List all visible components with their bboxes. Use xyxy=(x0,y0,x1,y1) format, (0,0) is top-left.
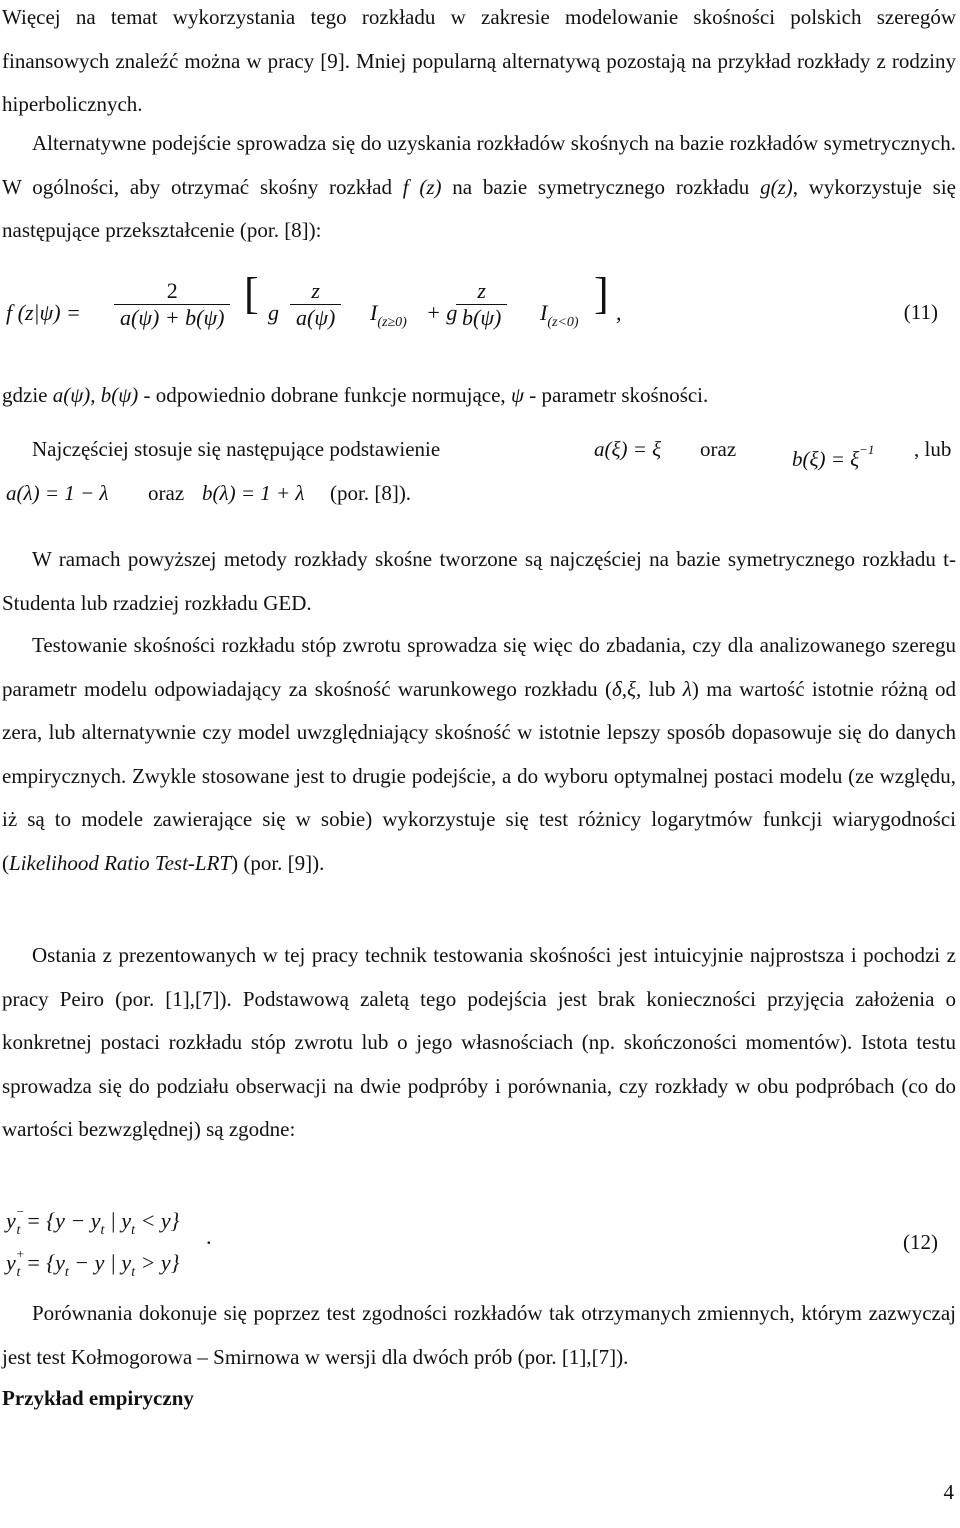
eq11-plus-g: + g xyxy=(426,300,458,325)
eq11-I2 xyxy=(540,300,579,331)
eq11-b2: b(ψ) xyxy=(456,304,507,331)
eq11-lhs: f (z|ψ) = xyxy=(6,300,81,325)
paragraph-5: W ramach powyższej metody rozkłady skośne tworzone są najczęściej na bazie symetrycznego rozkładu t-Studenta lub rzadziej rozkładu GED. xyxy=(2,547,956,615)
paragraph-6-text-b: lub xyxy=(648,676,676,701)
eq11-left-bracket: [ xyxy=(244,269,259,318)
paragraph-3-text-c: - parametr skośności. xyxy=(529,383,709,407)
eq11-z2: z xyxy=(477,278,486,303)
eq11-a1: a(ψ) xyxy=(290,304,341,331)
math-a-xi: a(ξ) = ξ xyxy=(594,437,662,461)
eq11-I1 xyxy=(370,300,407,331)
eq11-fraction-z-b xyxy=(456,278,507,331)
paragraph-2-text-a: Alternatywne podejście sprowadza się do uzyskania rozkładów skośnych na bazie rozkładów symetrycznych. W ogólności, aby otrzymać skośny rozkład xyxy=(2,131,956,199)
eq12-line1-rhs-c: < y} xyxy=(140,1208,180,1233)
eq12-line1-rhs-a: = {y − y xyxy=(25,1208,101,1233)
eq11-I1-symbol: I xyxy=(370,300,378,325)
eq12-line1-sub-a: t xyxy=(100,1223,105,1238)
equation-11-number: (11) xyxy=(903,300,938,324)
paragraph-4-text-e: (por. [8]). xyxy=(330,481,412,505)
paragraph-4-text-a: Najczęściej stosuje się następujące podstawienie xyxy=(32,437,441,461)
eq11-I2-symbol: I xyxy=(540,300,548,325)
math-lambda: λ xyxy=(682,676,692,701)
eq12-t-sub-1: t xyxy=(16,1223,21,1238)
eq12-line-1 xyxy=(6,1204,179,1239)
eq11-denominator: a(ψ) + b(ψ) xyxy=(114,304,230,331)
eq12-line-2 xyxy=(6,1246,180,1281)
eq11-comma: , xyxy=(616,300,622,325)
eq12-y-minus: y xyxy=(6,1208,16,1233)
section-heading: Przykład empiryczny xyxy=(2,1386,194,1410)
math-fz: f (z) xyxy=(402,174,442,199)
equation-12-number: (12) xyxy=(903,1230,938,1254)
eq12-line2-rhs-a: = {y xyxy=(25,1250,65,1275)
eq11-fraction-z-a xyxy=(290,278,341,331)
paragraph-6-text-d: ) (por. [9]). xyxy=(231,850,325,875)
math-psi: ψ xyxy=(510,383,524,407)
paragraph-4-line-1 xyxy=(2,428,956,472)
math-b-xi-sup: −1 xyxy=(859,442,875,457)
paragraph-3 xyxy=(2,374,956,418)
paragraph-6 xyxy=(2,624,956,885)
math-delta-xi: δ,ξ, xyxy=(612,676,642,701)
lrt-italic: Likelihood Ratio Test-LRT xyxy=(9,850,232,875)
paragraph-4-line-2 xyxy=(2,472,956,516)
eq11-I2-subscript: (z<0) xyxy=(547,315,579,330)
eq12-line1-sub-b: t xyxy=(131,1223,136,1238)
eq11-fraction xyxy=(114,278,230,331)
paragraph-2-text-b: na bazie symetrycznego rozkładu xyxy=(452,174,750,199)
eq11-I1-subscript: (z≥0) xyxy=(377,315,407,330)
eq11-g1: g xyxy=(268,300,279,325)
paragraph-3-text-b: - odpowiednio dobrane funkcje normujące, xyxy=(143,383,506,407)
eq11-numerator: 2 xyxy=(166,278,178,303)
math-b-lambda: b(λ) = 1 + λ xyxy=(202,481,305,505)
eq11-right-bracket: ] xyxy=(594,269,609,318)
eq12-dot: . xyxy=(206,1224,212,1249)
eq12-t-sub-2: t xyxy=(16,1265,21,1280)
eq12-line2-rhs-b: − y | y xyxy=(74,1250,132,1275)
paragraph-2-text-c: , wykorzystuje się następujące przekształcenie (por. [8]): xyxy=(2,174,957,242)
paragraph-6-text-a: Testowanie skośności rozkładu stóp zwrotu sprowadza się więc do zbadania, czy dla analizowanego szeregu parametr modelu odpowiadający za skośność warunkowego rozkładu ( xyxy=(2,633,956,701)
paragraph-8: Porównania dokonuje się poprzez test zgodności rozkładów tak otrzymanych zmiennych, którym zazwyczaj jest test Kołmogorowa – Smirnowa w wersji dla dwóch prób (por. [1],[7]). xyxy=(2,1301,956,1369)
paragraph-4-text-b: oraz xyxy=(700,437,737,461)
eq12-line1-rhs-b: | y xyxy=(109,1208,132,1233)
paragraph-4 xyxy=(2,428,956,516)
equation-11 xyxy=(6,270,806,370)
math-gz: g(z) xyxy=(760,174,793,199)
math-a-lambda: a(λ) = 1 − λ xyxy=(6,481,109,505)
eq11-z1: z xyxy=(311,278,320,303)
eq12-line2-sub-b: t xyxy=(131,1265,136,1280)
eq12-line2-sub-a: t xyxy=(64,1265,69,1280)
paragraph-6-text-c: ) ma wartość istotnie różną od zera, lub alternatywnie czy model uwzględniający skośność w istotnie lepszy sposób dopasowuje się do danych empirycznych. Zwykle stosowane jest to drugie podejście, a do wyboru optymalnej postaci modelu (ze względu, iż są to modele zawierające się w sobie) wykorzystuje się test różnicy logarytmów funkcji wiarygodności ( xyxy=(2,676,957,875)
eq12-plus-sup: + xyxy=(15,1246,25,1261)
paragraph-4-text-d: oraz xyxy=(148,481,185,505)
page-number: 4 xyxy=(943,1480,954,1504)
paragraph-3-text-a: gdzie xyxy=(2,383,48,407)
paragraph-2 xyxy=(2,122,956,253)
paragraph-4-text-c: , lub xyxy=(914,437,952,461)
math-a-b-psi: a(ψ), b(ψ) xyxy=(52,383,139,407)
eq12-line2-rhs-c: > y} xyxy=(140,1250,180,1275)
math-b-xi-base: b(ξ) = ξ xyxy=(792,447,860,471)
eq12-minus-sup: − xyxy=(15,1204,25,1219)
equation-12 xyxy=(6,1204,406,1284)
eq12-y-plus: y xyxy=(6,1250,16,1275)
paragraph-1: Więcej na temat wykorzystania tego rozkładu w zakresie modelowanie skośności polskich szeregów finansowych znaleźć można w pracy [9]. Mniej popularną alternatywą pozostają na przykład rozkłady z rodziny hiperbolicznych. xyxy=(2,5,956,116)
paragraph-7: Ostania z prezentowanych w tej pracy technik testowania skośności jest intuicyjnie najprostsza i pochodzi z pracy Peiro (por. [1],[7]). Podstawową zaletą tego podejścia jest brak konieczności przyjęcia założenia o konkretnej postaci rozkładu stóp zwrotu lub o jego własnościach (np. skończoności momentów). Istota testu sprowadza się do podziału obserwacji na dwie podpróby i porównania, czy rozkłady w obu podpróbach (co do wartości bezwzględnej) są zgodne: xyxy=(2,943,956,1141)
